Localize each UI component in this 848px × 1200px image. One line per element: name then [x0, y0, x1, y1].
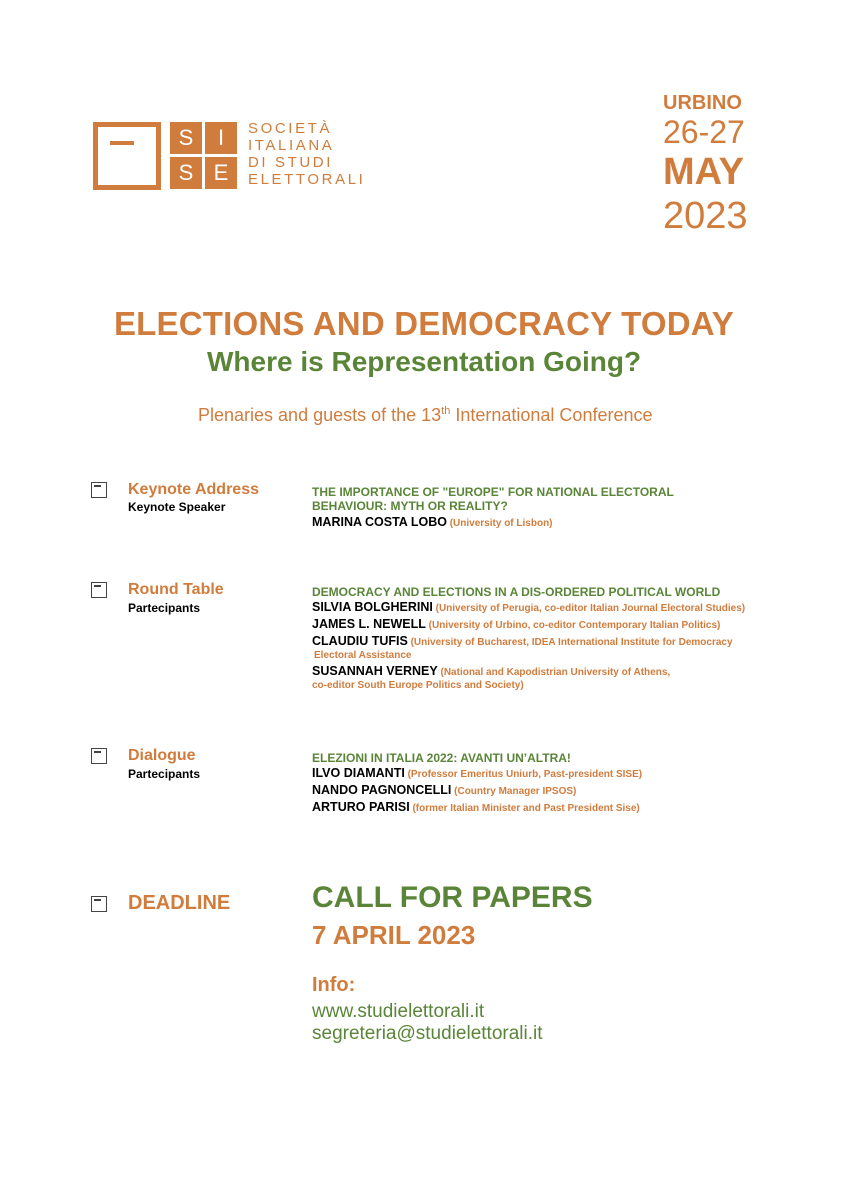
event-city: URBINO [663, 92, 742, 114]
round-table-speaker: SUSANNAH VERNEY (National and Kapodistrian University of Athens, [312, 664, 671, 678]
checkbox-icon [91, 482, 107, 498]
keynote-speaker: MARINA COSTA LOBO (University of Lisbon) [312, 515, 553, 529]
email-link[interactable]: segreteria@studielettorali.it [312, 1023, 543, 1044]
dialogue-speaker: ILVO DIAMANTI (Professor Emeritus Uniurb, Past-president SISE) [312, 766, 643, 780]
logo-letter: S [170, 157, 202, 189]
logo-letter: I [205, 122, 237, 154]
round-table-heading: Round Table [128, 581, 224, 598]
logo-letter: E [205, 157, 237, 189]
dialogue-topic: ELEZIONI IN ITALIA 2022: AVANTI UN’ALTRA! [312, 751, 571, 765]
keynote-topic: THE IMPORTANCE OF "EUROPE" FOR NATIONAL ELECTORAL BEHAVIOUR: MYTH OR REALITY? [312, 485, 674, 513]
round-table-role: Partecipants [128, 601, 201, 615]
page-title: ELECTIONS AND DEMOCRACY TODAY [113, 305, 735, 342]
logo-society-name: SOCIETÀ ITALIANA DI STUDI ELETTORALI [248, 120, 366, 188]
round-table-speaker: JAMES L. NEWELL (University of Urbino, co-editor Contemporary Italian Politics) [312, 617, 721, 631]
dialogue-role: Partecipants [128, 767, 201, 781]
round-table-affiliation-cont: co-editor South Europe Politics and Society) [312, 680, 524, 691]
deadline-heading: DEADLINE [128, 892, 231, 914]
call-for-papers: CALL FOR PAPERS [312, 881, 593, 914]
website-link[interactable]: www.studielettorali.it [312, 1001, 485, 1022]
dialogue-speaker: ARTURO PARISI (former Italian Minister and Past President Sise) [312, 800, 640, 814]
dialogue-speaker: NANDO PAGNONCELLI (Country Manager IPSOS) [312, 783, 577, 797]
info-heading: Info: [312, 974, 356, 996]
checkbox-icon [91, 582, 107, 598]
deadline-date: 7 APRIL 2023 [312, 920, 476, 950]
conference-tagline: Plenaries and guests of the 13th International Conference [198, 405, 653, 425]
logo-letter: S [170, 122, 202, 154]
round-table-speaker: CLAUDIU TUFIS (University of Bucharest, IDEA International Institute for Democracy [312, 634, 733, 648]
checkbox-icon [91, 896, 107, 912]
keynote-role: Keynote Speaker [128, 500, 226, 514]
page-subtitle: Where is Representation Going? [207, 346, 642, 377]
event-year: 2023 [663, 195, 748, 237]
round-table-affiliation-cont: Electoral Assistance [314, 650, 412, 661]
event-month: MAY [663, 151, 744, 193]
checkbox-icon [91, 748, 107, 764]
event-days: 26-27 [663, 114, 745, 150]
event-date [663, 92, 748, 238]
keynote-heading: Keynote Address [128, 481, 259, 498]
round-table-topic: DEMOCRACY AND ELECTIONS IN A DIS-ORDERED POLITICAL WORLD [312, 585, 721, 599]
logo-ballot-box-icon [93, 122, 161, 190]
round-table-speaker: SILVIA BOLGHERINI (University of Perugia, co-editor Italian Journal Electoral Studies) [312, 600, 746, 614]
dialogue-heading: Dialogue [128, 747, 196, 764]
